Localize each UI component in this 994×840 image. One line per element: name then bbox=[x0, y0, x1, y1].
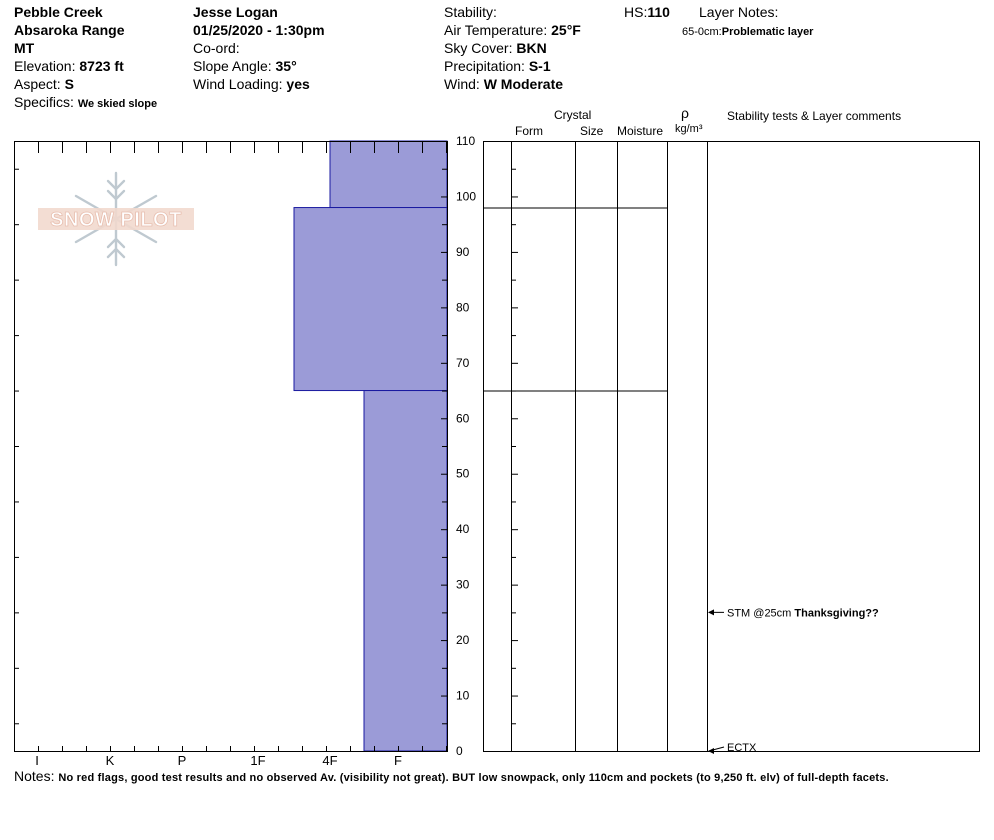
observer-name: Jesse Logan bbox=[193, 4, 278, 20]
observation-datetime: 01/25/2020 - 1:30pm bbox=[193, 22, 325, 38]
hardness-layer-bar-3 bbox=[364, 391, 447, 751]
stability-comments-header: Stability tests & Layer comments bbox=[727, 109, 902, 123]
wind-label: Wind: bbox=[444, 76, 480, 92]
depth-tick-label-90: 90 bbox=[456, 244, 470, 259]
slope-angle-value: 35° bbox=[275, 58, 297, 74]
depth-tick-label-20: 20 bbox=[456, 633, 470, 648]
snow-height-label: HS: bbox=[624, 4, 648, 20]
specifics-label: Specifics: bbox=[14, 94, 74, 110]
slope-angle-label: Slope Angle: bbox=[193, 58, 272, 74]
depth-tick-label-60: 60 bbox=[456, 411, 470, 426]
hardness-tick-label-I: I bbox=[35, 753, 39, 768]
snowflake-logo bbox=[38, 173, 194, 265]
depth-tick-label-50: 50 bbox=[456, 466, 470, 481]
hardness-tick-label-P: P bbox=[177, 753, 187, 768]
specifics-value: We skied slope bbox=[77, 98, 158, 110]
aspect-value: S bbox=[64, 76, 74, 92]
depth-tick-label-80: 80 bbox=[456, 300, 470, 315]
air-temperature-value: 25°F bbox=[551, 22, 581, 38]
hardness-layer-bar-2 bbox=[294, 208, 447, 391]
aspect-label: Aspect: bbox=[14, 76, 61, 92]
hardness-tick-label-F: F bbox=[394, 753, 402, 768]
density-unit: kg/m³ bbox=[675, 123, 703, 135]
elevation-label: Elevation: bbox=[14, 58, 76, 74]
layer-note-text: Problematic layer bbox=[721, 26, 814, 38]
precipitation-label: Precipitation: bbox=[444, 58, 525, 74]
layer-notes-label: Layer Notes: bbox=[699, 4, 779, 20]
wind-loading-label: Wind Loading: bbox=[193, 76, 283, 92]
crystal-columns-frame bbox=[484, 142, 708, 752]
wind-value: W Moderate bbox=[483, 76, 564, 92]
depth-tick-label-10: 10 bbox=[456, 688, 470, 703]
density-symbol: ρ bbox=[681, 105, 689, 121]
snow-height-value: 110 bbox=[647, 4, 670, 20]
depth-tick-label-110: 110 bbox=[456, 134, 476, 148]
air-temperature-label: Air Temperature: bbox=[444, 22, 548, 38]
hardness-tick-label-1F: 1F bbox=[250, 753, 266, 768]
sky-cover-value: BKN bbox=[516, 40, 547, 56]
depth-tick-label-0: 0 bbox=[456, 744, 463, 758]
sky-cover-label: Sky Cover: bbox=[444, 40, 513, 56]
depth-tick-label-40: 40 bbox=[456, 522, 470, 537]
location-name: Pebble Creek bbox=[14, 4, 103, 20]
precipitation-value: S-1 bbox=[528, 58, 551, 74]
stability-label: Stability: bbox=[444, 4, 497, 20]
stability-test-arrowhead-1 bbox=[708, 609, 714, 615]
hardness-tick-label-K: K bbox=[105, 753, 115, 768]
stability-test-label-2: ECTX bbox=[727, 742, 757, 754]
stability-test-arrowhead-2 bbox=[708, 748, 714, 754]
notes-section bbox=[14, 767, 979, 788]
stability-comments-frame bbox=[708, 142, 980, 752]
depth-tick-label-100: 100 bbox=[456, 189, 477, 204]
stability-test-label-1: STM @25cm Thanksgiving?? bbox=[727, 607, 879, 620]
state-name: MT bbox=[14, 40, 35, 56]
crystal-header: Crystal bbox=[554, 108, 592, 122]
snow-pilot-logo-text: SNOW PILOT bbox=[50, 209, 182, 231]
elevation-value: 8723 ft bbox=[79, 58, 124, 74]
hardness-tick-label-4F: 4F bbox=[322, 753, 338, 768]
notes-label: Notes: bbox=[14, 768, 55, 784]
depth-tick-label-70: 70 bbox=[456, 355, 470, 370]
layer-note-range: 65-0cm: bbox=[682, 26, 722, 38]
wind-loading-value: yes bbox=[286, 76, 310, 92]
form-header: Form bbox=[515, 124, 543, 138]
depth-tick-label-30: 30 bbox=[456, 577, 470, 592]
moisture-header: Moisture bbox=[617, 124, 664, 138]
size-header: Size bbox=[580, 124, 604, 138]
notes-text: No red flags, good test results and no observed Av. (visibility not great). BUT low snowpack, only 110cm and pockets (to 9,250 ft. elv) of full-depth facets. bbox=[58, 772, 889, 784]
hardness-layer-bar-1 bbox=[330, 141, 447, 208]
coord-label: Co-ord: bbox=[193, 40, 240, 56]
range-name: Absaroka Range bbox=[14, 22, 125, 38]
